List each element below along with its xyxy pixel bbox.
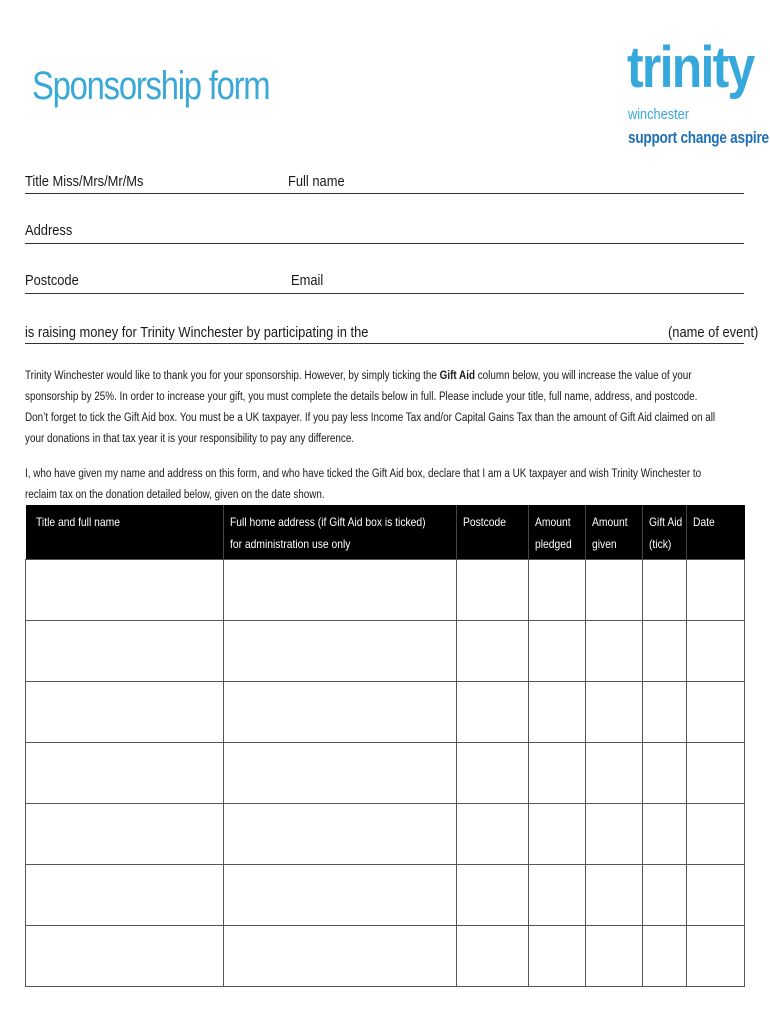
postcode-email-underline [25,293,744,294]
table-row [26,560,745,621]
cell-gift-aid[interactable] [643,865,687,926]
cell-amount-pledged[interactable] [529,682,586,743]
cell-postcode[interactable] [457,804,529,865]
col-postcode: Postcode [457,505,529,560]
cell-date[interactable] [687,743,745,804]
event-underline [25,343,744,344]
cell-postcode[interactable] [457,560,529,621]
col-home-address: Full home address (if Gift Aid box is ticked) for administration use only [224,505,457,560]
cell-title-fullname[interactable] [26,621,224,682]
sponsorship-table [25,505,745,987]
cell-gift-aid[interactable] [643,682,687,743]
cell-gift-aid[interactable] [643,743,687,804]
cell-date[interactable] [687,621,745,682]
gift-aid-declaration: I, who have given my name and address on this form, and who have ticked the Gift Aid box, declare that I am a UK taxpayer and wish Trinity Winchester to reclaim tax on the donation detailed below, given on the date shown. [25,468,702,501]
cell-title-fullname[interactable] [26,560,224,621]
cell-amount-pledged[interactable] [529,743,586,804]
table-row [26,865,745,926]
postcode-field[interactable] [90,269,280,291]
gift-aid-intro: Trinity Winchester would like to thank you for your sponsorship. However, by simply ticking the Gift Aid column below, you will increase the value of your sponsorship by 25%. In order to increase your gift, you must complete the details below in full. Please include your title, full name, address, and postcode. Don’t forget to tick the Gift Aid box. You must be a UK taxpayer. If you pay less Income Tax and/or Capital Gains Tax than the amount of Gift Aid claimed on all your donations in that tax year it is your responsibility to pay any difference. [25,370,716,445]
table-row [26,621,745,682]
cell-date[interactable] [687,865,745,926]
cell-home-address[interactable] [224,621,457,682]
event-name-label: (name of event) [668,324,759,341]
table-row [26,743,745,804]
cell-date[interactable] [687,804,745,865]
cell-title-fullname[interactable] [26,865,224,926]
gift-aid-emphasis: Gift Aid [439,370,475,382]
address-label: Address [25,222,73,239]
cell-amount-given[interactable] [586,621,643,682]
cell-home-address[interactable] [224,926,457,987]
cell-postcode[interactable] [457,682,529,743]
cell-amount-given[interactable] [586,804,643,865]
cell-home-address[interactable] [224,560,457,621]
cell-amount-pledged[interactable] [529,621,586,682]
table-header-row [26,505,745,560]
cell-title-fullname[interactable] [26,926,224,987]
title-fullname-underline [25,193,744,194]
col-date: Date [687,505,745,560]
email-field[interactable] [335,269,744,291]
cell-home-address[interactable] [224,743,457,804]
postcode-label: Postcode [25,272,79,289]
cell-home-address[interactable] [224,804,457,865]
cell-home-address[interactable] [224,865,457,926]
cell-date[interactable] [687,926,745,987]
fullname-field[interactable] [370,170,744,192]
cell-amount-pledged[interactable] [529,926,586,987]
cell-amount-pledged[interactable] [529,804,586,865]
cell-gift-aid[interactable] [643,804,687,865]
table-row [26,926,745,987]
cell-gift-aid[interactable] [643,621,687,682]
fullname-label: Full name [288,173,345,190]
cell-date[interactable] [687,560,745,621]
trinity-winchester-logo [625,35,769,152]
email-label: Email [291,272,324,289]
cell-amount-given[interactable] [586,926,643,987]
address-underline [25,243,744,244]
logo-wordmark: trinity [627,35,754,100]
cell-postcode[interactable] [457,865,529,926]
cell-amount-given[interactable] [586,743,643,804]
raising-money-label: is raising money for Trinity Winchester by participating in the [25,324,369,341]
cell-title-fullname[interactable] [26,682,224,743]
cell-gift-aid[interactable] [643,560,687,621]
cell-postcode[interactable] [457,621,529,682]
table-row [26,682,745,743]
col-gift-aid: Gift Aid (tick) [643,505,687,560]
address-field[interactable] [90,219,744,241]
cell-amount-pledged[interactable] [529,865,586,926]
form-title: Sponsorship form [32,64,270,108]
cell-amount-given[interactable] [586,682,643,743]
cell-amount-pledged[interactable] [529,560,586,621]
cell-amount-given[interactable] [586,865,643,926]
col-title-fullname: Title and full name [26,505,224,560]
table-row [26,804,745,865]
col-amount-given: Amount given [586,505,643,560]
col-amount-pledged: Amount pledged [529,505,586,560]
cell-postcode[interactable] [457,743,529,804]
cell-postcode[interactable] [457,926,529,987]
logo-location: winchester [628,106,689,123]
title-field[interactable] [150,170,280,192]
event-name-field[interactable] [330,321,660,343]
logo-tagline: support change aspire [628,128,769,147]
cell-date[interactable] [687,682,745,743]
cell-home-address[interactable] [224,682,457,743]
cell-gift-aid[interactable] [643,926,687,987]
title-label: Title Miss/Mrs/Mr/Ms [25,173,144,190]
cell-title-fullname[interactable] [26,743,224,804]
cell-title-fullname[interactable] [26,804,224,865]
cell-amount-given[interactable] [586,560,643,621]
